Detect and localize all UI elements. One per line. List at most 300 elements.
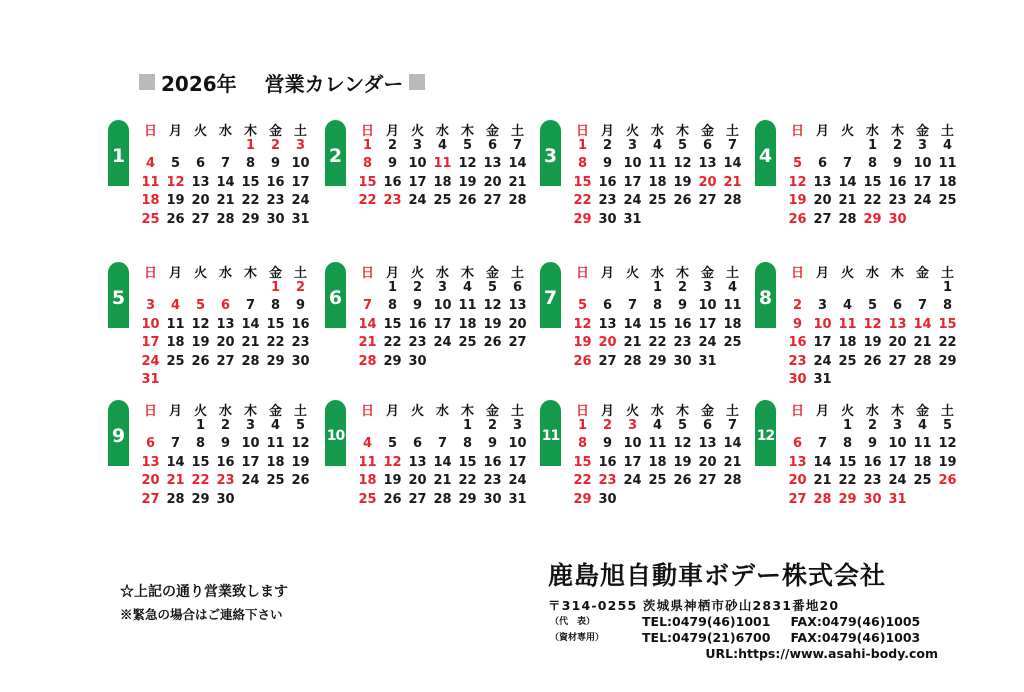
empty-cell	[810, 137, 835, 155]
day-cell: 18	[648, 454, 667, 470]
day-cell: 1	[245, 138, 256, 153]
day-grid	[570, 417, 745, 509]
weekday-label: 金	[268, 124, 282, 139]
day-cell: 22	[573, 193, 592, 209]
day-cell: 19	[383, 473, 402, 489]
company-name: 鹿島旭自動車ボデー株式会社	[548, 561, 887, 590]
day-cell: 16	[788, 335, 807, 351]
day-cell: 5	[487, 280, 498, 295]
empty-cell	[430, 417, 455, 435]
day-cell: 10	[408, 156, 427, 172]
month-8	[755, 262, 965, 392]
day-cell: 12	[788, 174, 807, 190]
month-tab: 4	[755, 120, 776, 186]
day-cell: 28	[166, 491, 185, 507]
day-cell: 17	[623, 454, 642, 470]
day-cell: 19	[938, 454, 957, 470]
day-cell: 2	[270, 138, 281, 153]
day-cell: 8	[462, 436, 473, 452]
weekday-label: 水	[218, 266, 232, 281]
day-cell: 13	[698, 436, 717, 452]
day-cell: 7	[842, 156, 853, 172]
month-tab: 10	[325, 400, 346, 466]
weekday-label: 木	[675, 124, 689, 139]
day-cell: 6	[512, 280, 523, 295]
day-cell: 7	[170, 436, 181, 452]
day-cell: 22	[838, 473, 857, 489]
day-cell: 10	[698, 298, 717, 314]
month-tab: 3	[540, 120, 561, 186]
weekday-label: 土	[510, 404, 524, 419]
day-cell: 2	[295, 280, 306, 295]
day-cell: 11	[723, 298, 742, 314]
weekday-label: 日	[575, 124, 589, 139]
weekday-header	[355, 120, 530, 138]
day-cell: 22	[358, 193, 377, 209]
day-cell: 17	[623, 174, 642, 190]
day-cell: 26	[573, 353, 592, 369]
day-cell: 5	[462, 138, 473, 153]
day-cell: 30	[888, 211, 907, 227]
weekday-label: 木	[675, 266, 689, 281]
day-cell: 8	[842, 436, 853, 452]
day-cell: 7	[727, 418, 738, 433]
day-cell: 6	[702, 138, 713, 153]
weekday-label: 日	[360, 124, 374, 139]
weekday-label: 水	[865, 404, 879, 419]
day-cell: 3	[512, 418, 523, 433]
day-cell: 28	[813, 491, 832, 507]
weekday-label: 水	[650, 266, 664, 281]
day-cell: 26	[938, 473, 957, 489]
day-cell: 2	[677, 280, 688, 295]
day-cell: 19	[291, 454, 310, 470]
day-cell: 12	[938, 436, 957, 452]
day-cell: 30	[408, 353, 427, 369]
day-cell: 18	[433, 174, 452, 190]
weekday-label: 土	[725, 266, 739, 281]
day-cell: 18	[458, 316, 477, 332]
day-cell: 25	[433, 193, 452, 209]
day-cell: 24	[813, 353, 832, 369]
day-grid	[785, 137, 960, 229]
weekday-label: 金	[700, 124, 714, 139]
day-cell: 15	[241, 174, 260, 190]
empty-cell	[835, 279, 860, 297]
parts-label: （資材専用）	[550, 633, 605, 643]
day-cell: 14	[216, 174, 235, 190]
day-cell: 7	[917, 298, 928, 314]
day-cell: 16	[598, 454, 617, 470]
day-cell: 27	[698, 473, 717, 489]
day-grid	[138, 417, 313, 509]
day-cell: 10	[433, 298, 452, 314]
weekday-label: 日	[360, 266, 374, 281]
day-cell: 2	[602, 418, 613, 433]
day-cell: 3	[295, 138, 306, 153]
day-cell: 27	[598, 353, 617, 369]
day-cell: 22	[266, 335, 285, 351]
weekday-label: 木	[243, 124, 257, 139]
day-cell: 28	[433, 491, 452, 507]
day-cell: 3	[892, 418, 903, 433]
day-cell: 10	[508, 436, 527, 452]
weekday-label: 木	[890, 266, 904, 281]
day-cell: 2	[602, 138, 613, 153]
day-cell: 18	[166, 335, 185, 351]
weekday-label: 水	[218, 124, 232, 139]
month-10	[325, 400, 535, 530]
day-cell: 9	[270, 156, 281, 172]
weekday-header	[570, 262, 745, 280]
weekday-header	[785, 400, 960, 418]
weekday-label: 火	[410, 404, 424, 419]
day-cell: 16	[383, 174, 402, 190]
day-cell: 27	[191, 211, 210, 227]
day-cell: 9	[295, 298, 306, 314]
day-cell: 1	[577, 418, 588, 433]
weekday-label: 火	[410, 266, 424, 281]
day-cell: 12	[383, 454, 402, 470]
day-cell: 3	[627, 138, 638, 153]
day-cell: 5	[295, 418, 306, 433]
day-cell: 29	[241, 211, 260, 227]
weekday-label: 火	[193, 404, 207, 419]
day-cell: 29	[573, 211, 592, 227]
day-cell: 27	[888, 353, 907, 369]
weekday-label: 木	[890, 124, 904, 139]
day-cell: 18	[358, 473, 377, 489]
rep-fax: FAX:0479(46)1005	[790, 614, 921, 629]
day-cell: 14	[508, 156, 527, 172]
day-cell: 20	[508, 316, 527, 332]
note-business-days: ☆上記の通り営業致します	[120, 584, 288, 600]
day-cell: 16	[888, 174, 907, 190]
day-cell: 21	[216, 193, 235, 209]
company-url[interactable]: URL:https://www.asahi-body.com	[705, 646, 938, 661]
day-cell: 22	[383, 335, 402, 351]
day-cell: 28	[723, 193, 742, 209]
day-cell: 9	[677, 298, 688, 314]
day-cell: 24	[141, 353, 160, 369]
month-7	[540, 262, 750, 392]
month-tab: 8	[755, 262, 776, 328]
day-cell: 6	[817, 156, 828, 172]
day-cell: 27	[216, 353, 235, 369]
day-cell: 15	[573, 174, 592, 190]
day-cell: 11	[266, 436, 285, 452]
day-cell: 30	[483, 491, 502, 507]
day-cell: 9	[602, 156, 613, 172]
day-cell: 11	[913, 436, 932, 452]
month-9	[108, 400, 318, 530]
day-cell: 15	[938, 316, 957, 332]
month-6	[325, 262, 535, 392]
day-cell: 17	[913, 174, 932, 190]
day-cell: 26	[191, 353, 210, 369]
day-cell: 13	[191, 174, 210, 190]
day-cell: 19	[673, 174, 692, 190]
day-cell: 23	[383, 193, 402, 209]
parts-contact	[548, 630, 948, 646]
day-cell: 6	[892, 298, 903, 314]
day-cell: 5	[942, 418, 953, 433]
day-cell: 28	[723, 473, 742, 489]
weekday-label: 水	[435, 266, 449, 281]
day-cell: 14	[723, 156, 742, 172]
day-cell: 17	[141, 335, 160, 351]
empty-cell	[380, 417, 405, 435]
day-cell: 24	[241, 473, 260, 489]
day-cell: 30	[788, 371, 807, 387]
day-cell: 22	[863, 193, 882, 209]
day-cell: 13	[888, 316, 907, 332]
day-cell: 2	[792, 298, 803, 314]
weekday-label: 木	[243, 266, 257, 281]
day-cell: 24	[408, 193, 427, 209]
day-cell: 13	[788, 454, 807, 470]
day-cell: 8	[270, 298, 281, 314]
day-cell: 4	[145, 156, 156, 172]
day-cell: 4	[842, 298, 853, 314]
day-cell: 30	[598, 211, 617, 227]
day-cell: 3	[917, 138, 928, 153]
day-cell: 28	[358, 353, 377, 369]
day-cell: 7	[220, 156, 231, 172]
empty-cell	[595, 279, 620, 297]
day-cell: 10	[141, 316, 160, 332]
day-cell: 25	[723, 335, 742, 351]
weekday-label: 日	[360, 404, 374, 419]
day-cell: 30	[673, 353, 692, 369]
empty-cell	[213, 279, 238, 297]
empty-cell	[810, 417, 835, 435]
day-cell: 14	[241, 316, 260, 332]
day-cell: 23	[291, 335, 310, 351]
day-cell: 15	[458, 454, 477, 470]
day-cell: 1	[867, 138, 878, 153]
day-cell: 24	[508, 473, 527, 489]
weekday-label: 水	[650, 404, 664, 419]
day-cell: 14	[166, 454, 185, 470]
month-1	[108, 120, 318, 250]
day-cell: 19	[191, 335, 210, 351]
weekday-label: 金	[915, 404, 929, 419]
day-cell: 6	[602, 298, 613, 314]
day-cell: 11	[938, 156, 957, 172]
empty-cell	[620, 279, 645, 297]
day-cell: 13	[508, 298, 527, 314]
day-cell: 18	[938, 174, 957, 190]
day-cell: 20	[483, 174, 502, 190]
day-cell: 16	[408, 316, 427, 332]
day-cell: 11	[141, 174, 160, 190]
day-grid	[355, 279, 530, 371]
day-cell: 31	[623, 211, 642, 227]
weekday-label: 金	[915, 124, 929, 139]
day-cell: 16	[863, 454, 882, 470]
day-cell: 25	[648, 193, 667, 209]
day-cell: 21	[241, 335, 260, 351]
day-cell: 13	[408, 454, 427, 470]
weekday-label: 月	[168, 266, 182, 281]
day-cell: 14	[813, 454, 832, 470]
day-grid	[355, 417, 530, 509]
weekday-label: 金	[485, 404, 499, 419]
day-cell: 26	[788, 211, 807, 227]
day-cell: 11	[648, 156, 667, 172]
day-cell: 17	[241, 454, 260, 470]
rep-label: （代 表）	[550, 617, 596, 627]
weekday-label: 日	[575, 266, 589, 281]
day-cell: 11	[458, 298, 477, 314]
day-cell: 19	[458, 174, 477, 190]
day-cell: 17	[698, 316, 717, 332]
weekday-label: 月	[168, 404, 182, 419]
day-cell: 24	[433, 335, 452, 351]
day-cell: 9	[487, 436, 498, 452]
day-cell: 6	[487, 138, 498, 153]
weekday-label: 水	[218, 404, 232, 419]
weekday-label: 金	[700, 404, 714, 419]
day-cell: 20	[698, 454, 717, 470]
weekday-label: 土	[725, 124, 739, 139]
empty-cell	[163, 417, 188, 435]
day-cell: 10	[291, 156, 310, 172]
weekday-header	[785, 120, 960, 138]
day-cell: 10	[241, 436, 260, 452]
day-cell: 7	[362, 298, 373, 314]
day-cell: 1	[842, 418, 853, 433]
weekday-header	[355, 262, 530, 280]
day-cell: 31	[141, 371, 160, 387]
day-cell: 11	[166, 316, 185, 332]
weekday-label: 月	[815, 404, 829, 419]
weekday-label: 木	[890, 404, 904, 419]
empty-cell	[238, 279, 263, 297]
day-cell: 10	[623, 156, 642, 172]
day-grid	[785, 279, 960, 389]
day-cell: 29	[648, 353, 667, 369]
day-cell: 2	[867, 418, 878, 433]
day-cell: 27	[508, 335, 527, 351]
day-cell: 5	[792, 156, 803, 172]
day-cell: 21	[433, 473, 452, 489]
day-cell: 28	[508, 193, 527, 209]
day-cell: 17	[291, 174, 310, 190]
day-cell: 16	[216, 454, 235, 470]
day-cell: 26	[383, 491, 402, 507]
day-cell: 30	[266, 211, 285, 227]
day-cell: 6	[412, 436, 423, 452]
day-cell: 14	[623, 316, 642, 332]
day-cell: 17	[508, 454, 527, 470]
weekday-label: 木	[460, 404, 474, 419]
weekday-label: 土	[940, 266, 954, 281]
day-cell: 20	[141, 473, 160, 489]
weekday-label: 土	[940, 404, 954, 419]
weekday-label: 火	[840, 266, 854, 281]
day-cell: 7	[817, 436, 828, 452]
weekday-label: 月	[815, 124, 829, 139]
day-cell: 14	[723, 436, 742, 452]
day-cell: 10	[888, 436, 907, 452]
day-cell: 23	[888, 193, 907, 209]
weekday-label: 土	[293, 404, 307, 419]
day-cell: 26	[673, 193, 692, 209]
day-cell: 2	[220, 418, 231, 433]
day-cell: 13	[483, 156, 502, 172]
day-cell: 5	[677, 138, 688, 153]
day-cell: 23	[266, 193, 285, 209]
title-year: 2026年	[161, 71, 237, 96]
day-cell: 10	[913, 156, 932, 172]
day-cell: 22	[573, 473, 592, 489]
day-cell: 1	[652, 280, 663, 295]
day-cell: 7	[245, 298, 256, 314]
day-cell: 8	[867, 156, 878, 172]
day-cell: 31	[813, 371, 832, 387]
month-tab: 1	[108, 120, 129, 186]
month-tab: 9	[108, 400, 129, 466]
day-cell: 28	[623, 353, 642, 369]
title-text: 営業カレンダー	[264, 71, 404, 96]
day-cell: 25	[141, 211, 160, 227]
day-cell: 3	[817, 298, 828, 314]
day-cell: 25	[838, 353, 857, 369]
day-cell: 11	[648, 436, 667, 452]
day-cell: 23	[788, 353, 807, 369]
day-grid	[570, 279, 745, 371]
month-tab: 12	[755, 400, 776, 466]
day-cell: 9	[867, 436, 878, 452]
day-cell: 16	[598, 174, 617, 190]
day-cell: 12	[673, 436, 692, 452]
empty-cell	[163, 137, 188, 155]
day-cell: 26	[673, 473, 692, 489]
weekday-label: 火	[625, 124, 639, 139]
month-12	[755, 400, 965, 530]
day-cell: 3	[437, 280, 448, 295]
day-cell: 26	[483, 335, 502, 351]
weekday-label: 日	[143, 404, 157, 419]
month-tab: 7	[540, 262, 561, 328]
day-cell: 15	[863, 174, 882, 190]
rep-contact	[548, 614, 948, 630]
day-cell: 12	[191, 316, 210, 332]
weekday-label: 土	[510, 266, 524, 281]
day-cell: 31	[888, 491, 907, 507]
day-cell: 27	[788, 491, 807, 507]
day-cell: 18	[838, 335, 857, 351]
empty-cell	[188, 279, 213, 297]
weekday-label: 水	[865, 124, 879, 139]
day-cell: 10	[623, 436, 642, 452]
day-cell: 20	[408, 473, 427, 489]
day-cell: 18	[913, 454, 932, 470]
day-cell: 2	[892, 138, 903, 153]
day-cell: 30	[863, 491, 882, 507]
day-cell: 23	[408, 335, 427, 351]
empty-cell	[570, 279, 595, 297]
day-grid	[138, 279, 313, 389]
empty-cell	[138, 137, 163, 155]
day-cell: 3	[627, 418, 638, 433]
day-cell: 13	[698, 156, 717, 172]
day-cell: 20	[191, 193, 210, 209]
day-cell: 5	[387, 436, 398, 452]
day-cell: 24	[913, 193, 932, 209]
